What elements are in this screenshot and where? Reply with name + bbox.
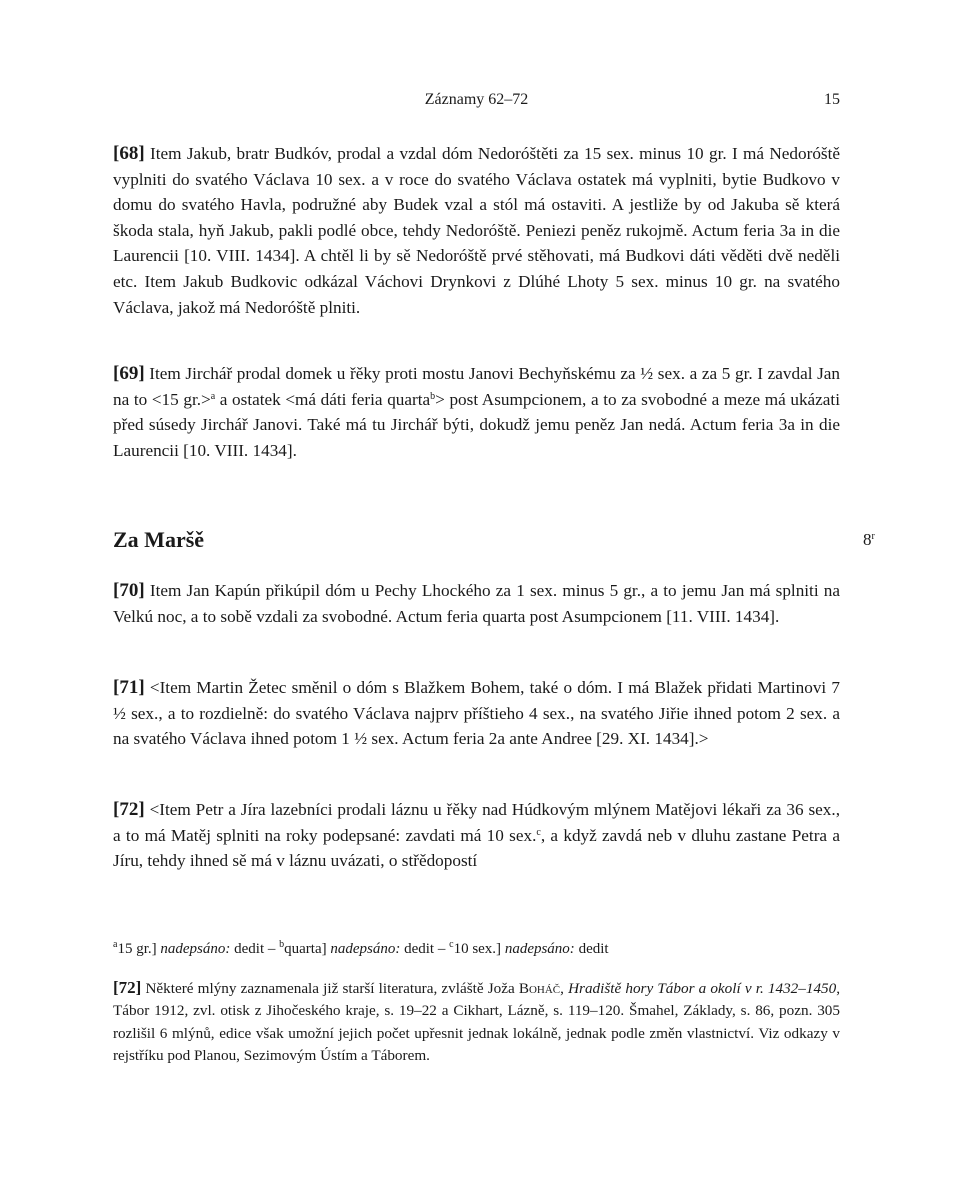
entry-number: [69] — [113, 363, 145, 384]
entry-text: > post Asumpcionem, a to za svobodné a meze má ukázati před súsedy Jirchář Janovi. Také má tu Jirchář býti, dokudž jemu peněz Jan nedá. Actum feria 3a in die Laurencii [10. VIII. 1434]. — [113, 389, 840, 460]
folio-marker — [863, 530, 875, 550]
entry-text: Item Jirchář prodal domek u řěky proti mostu Janovi Bechyňskému za ½ sex. a za 5 gr. I zavdal Jan na to <15 gr.> — [113, 364, 841, 409]
footnote-lemma: quarta] — [284, 941, 327, 957]
entry-number: [68] — [113, 143, 145, 164]
commentary-number: [72] — [113, 978, 142, 997]
footnote-text: dedit — [578, 941, 609, 957]
footnote-text: dedit – — [404, 941, 450, 957]
commentary-author: Boháč — [518, 980, 561, 997]
footnote-note: nadepsáno: — [160, 941, 231, 957]
entry-number: [72] — [113, 799, 145, 820]
running-title: Záznamy 62–72 — [424, 91, 529, 108]
commentary-text: Některé mlýny zaznamenala již starší literatura, zvláště Joža — [145, 980, 519, 997]
footnote-lemma: 10 sex.] — [453, 941, 502, 957]
commentary-text: , — [560, 980, 569, 997]
entry-text: , a když zavdá neb v dluhu zastane Petra a Jíru, tehdy ihned sě má v láznu uvázati, o střědopostí — [113, 825, 840, 871]
footnote-lemma: 15 gr.] — [117, 941, 157, 957]
entry-72 — [113, 797, 840, 874]
entry-71 — [113, 675, 840, 752]
commentary-note — [113, 977, 840, 1068]
entry-number: [71] — [113, 677, 145, 698]
footnote-note: nadepsáno: — [504, 941, 575, 957]
commentary-title: Hradiště hory Tábor a okolí v r. 1432–1450 — [568, 980, 837, 997]
entry-68 — [113, 141, 840, 320]
folio-side: r — [871, 531, 875, 542]
entry-text: <Item Martin Žetec směnil o dóm s Blažkem Bohem, také o dóm. I má Blažek přidati Martinovi 7 ½ sex., a to rozdielně: do svatého Václava najprv příštieho 4 sex., na svatého Jiřie ihned potom 2 sex. a na svatého Václava ihned potom 1 ½ sex. Actum feria 2a ante Andree [29. XI. 1434].> — [113, 678, 841, 749]
entry-number: [70] — [113, 580, 145, 601]
section-heading: Za Maršě — [113, 527, 205, 552]
folio-number: 8 — [863, 530, 872, 549]
entry-text: <Item Petr a Jíra lazebníci prodali láznu u řěky nad Húdkovým mlýnem Matějovi lékaři za 36 sex., a to má Matěj splniti na roky podepsané: zavdati má 10 sex. — [113, 800, 840, 845]
entry-70 — [113, 578, 840, 629]
entry-text: Item Jakub, bratr Budkóv, prodal a vzdal dóm Nedoróštěti za 15 sex. minus 10 gr. I má Nedoróště vyplniti do svatého Václava 10 sex. a v roce do svatého Václava ostatek má vyplniti, bytie Budkovo v domu do svatého Havla, podružné aby Budek vzal a stól má ostaviti. A jestliže by od Jakuba sě která škoda stala, hyň Jakub, pakli podlé obce, tehdy Nedoróště. Peniezi peněz rukojmě. Actum feria 3a in die Laurencii [10. VIII. 1434]. A chtěl li by sě Nedoróště prvé stěhovati, má Budkovi dáti věděti dvě neděli etc. Item Jakub Budkovic odkázal Váchovi Drynkovi z Dlúhé Lhoty 5 sex. minus 10 gr. na svatého Václava, jakož má Nedoróště plniti. — [113, 144, 841, 317]
textual-footnotes — [113, 938, 840, 960]
entry-text: a ostatek <má dáti feria quarta — [215, 389, 431, 409]
footnote-sigil: b — [279, 939, 285, 950]
running-head — [113, 91, 840, 115]
footnote-sigil: a — [113, 939, 118, 950]
footnote-note: nadepsáno: — [330, 941, 401, 957]
entry-text: Item Jan Kapún přikúpil dóm u Pechy Lhockého za 1 sex. minus 5 gr., a to jemu Jan má splniti na Velkú noc, a to sobě vzdali za svobodné. Actum feria quarta post Asumpcionem [11. VIII. 1434]. — [113, 581, 841, 626]
footnote-ref-b: b — [430, 390, 436, 402]
footnote-sigil: c — [449, 939, 454, 950]
page-number: 15 — [824, 91, 840, 108]
entry-69 — [113, 361, 840, 463]
commentary-text: , Tábor 1912, zvl. otisk z Jihočeského kraje, s. 19–22 a Cikhart, Lázně, s. 119–120. Šmahel, Základy, s. 86, pozn. 305 rozlišil 6 mlýnů, edice však umožní jejich počet upřesnit jednak lokálně, jednak podle změn vlastnictví. Viz odkazy v rejstříku pod Planou, Sezimovým Ústím a Táborem. — [113, 980, 841, 1065]
footnote-ref-a: a — [210, 390, 216, 402]
footnote-text: dedit – — [234, 941, 280, 957]
footnote-ref-c: c — [536, 826, 541, 838]
